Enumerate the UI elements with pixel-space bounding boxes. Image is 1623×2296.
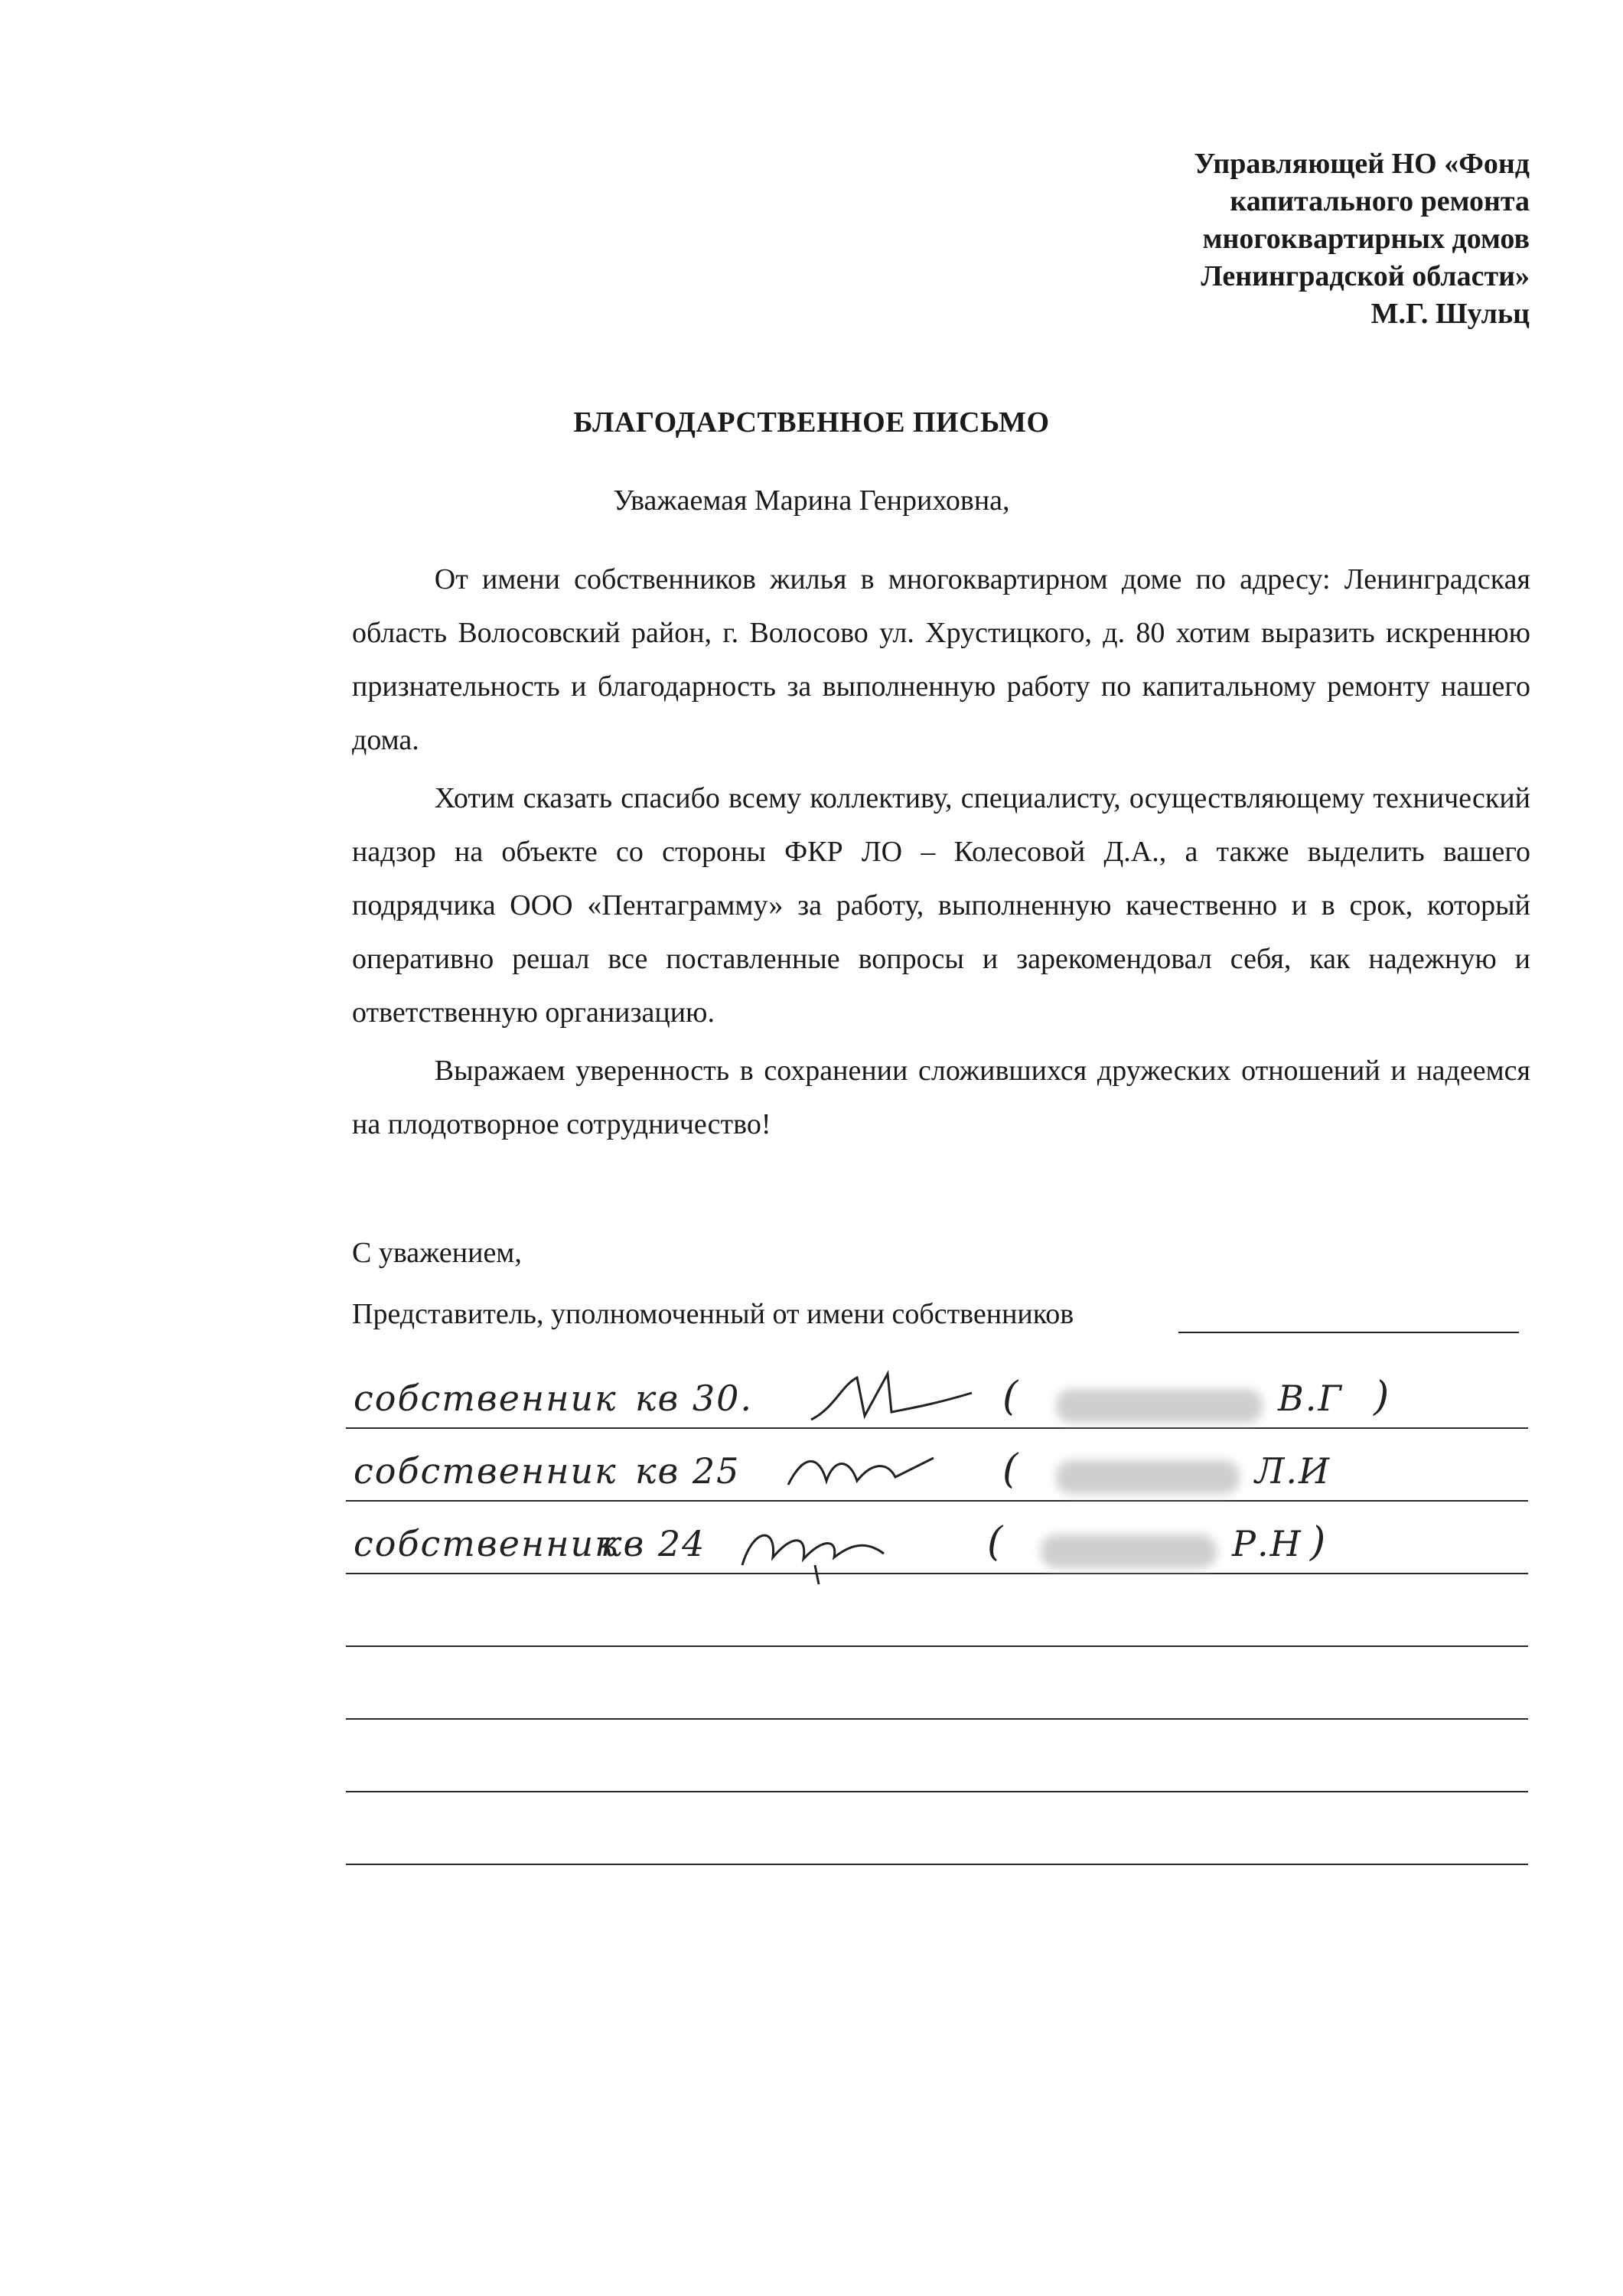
paren-open: ( <box>1002 1446 1020 1492</box>
handwritten-initials: В.Г <box>1278 1378 1343 1419</box>
salutation: Уважаемая Марина Генриховна, <box>613 484 1010 517</box>
signature-mark <box>803 1362 987 1431</box>
paren-open: ( <box>1002 1374 1020 1420</box>
signature-mark <box>781 1439 949 1500</box>
signature-rule <box>346 1645 1528 1647</box>
handwritten-initials: Р.Н <box>1232 1523 1302 1564</box>
handwritten-apartment: кв 30. <box>635 1378 754 1419</box>
addressee-name: М.Г. Шульц <box>1370 298 1530 330</box>
handwritten-apartment: кв 24 <box>601 1523 706 1564</box>
body-paragraph: От имени собственников жилья в многоквартирном доме по адресу: Ленинградская область Волосовский район, г. Волосово ул. Хрустицкого, д. 80 хотим выразить искреннюю признательность и благодарность за выполненную работу по капитальному ремонту нашего дома. <box>352 563 1530 756</box>
signature-rule <box>346 1573 1528 1574</box>
signature-mark <box>731 1512 907 1588</box>
handwritten-apartment: кв 25 <box>635 1450 741 1492</box>
redacted-name <box>1056 1389 1263 1423</box>
handwritten-role: собственник <box>354 1378 618 1419</box>
signature-rule <box>346 1864 1528 1865</box>
handwritten-role: собственник <box>354 1450 618 1492</box>
closing: С уважением, <box>352 1237 522 1269</box>
addressee-line: капитального ремонта <box>1230 185 1530 217</box>
addressee-block <box>1194 145 1530 333</box>
handwritten-role: собственник <box>354 1523 618 1564</box>
representative-label: Представитель, уполномоченный от имени собственников <box>352 1298 1074 1330</box>
addressee-line: многоквартирных домов <box>1202 223 1530 255</box>
addressee-line: Ленинградской области» <box>1201 260 1530 292</box>
letter-body <box>352 553 1530 1151</box>
redacted-name <box>1041 1534 1217 1568</box>
representative-blank-line <box>1178 1332 1519 1333</box>
paren-close: ) <box>1310 1519 1328 1565</box>
body-paragraph: Выражаем уверенность в сохранении сложившихся дружеских отношений и надеемся на плодотворное сотрудничество! <box>352 1055 1530 1140</box>
paren-close: ) <box>1374 1374 1391 1420</box>
handwritten-initials: Л.И <box>1255 1450 1331 1492</box>
letter-title: БЛАГОДАРСТВЕННОЕ ПИСЬМО <box>573 406 1050 439</box>
signature-rule <box>346 1791 1528 1792</box>
signature-rule <box>346 1500 1528 1502</box>
addressee-line: Управляющей НО «Фонд <box>1194 148 1530 180</box>
redacted-name <box>1056 1460 1240 1494</box>
signature-rule <box>346 1718 1528 1720</box>
body-paragraph: Хотим сказать спасибо всему коллективу, специалисту, осуществляющему технический надзор на объекте со стороны ФКР ЛО – Колесовой Д.А., а также выделить вашего подрядчика ООО «Пентаграмму» за работу, выполненную качественно и в срок, который оперативно решал все поставленные вопросы и зарекомендовал себя, как надежную и ответственную организацию. <box>352 782 1530 1029</box>
paren-open: ( <box>987 1519 1005 1565</box>
